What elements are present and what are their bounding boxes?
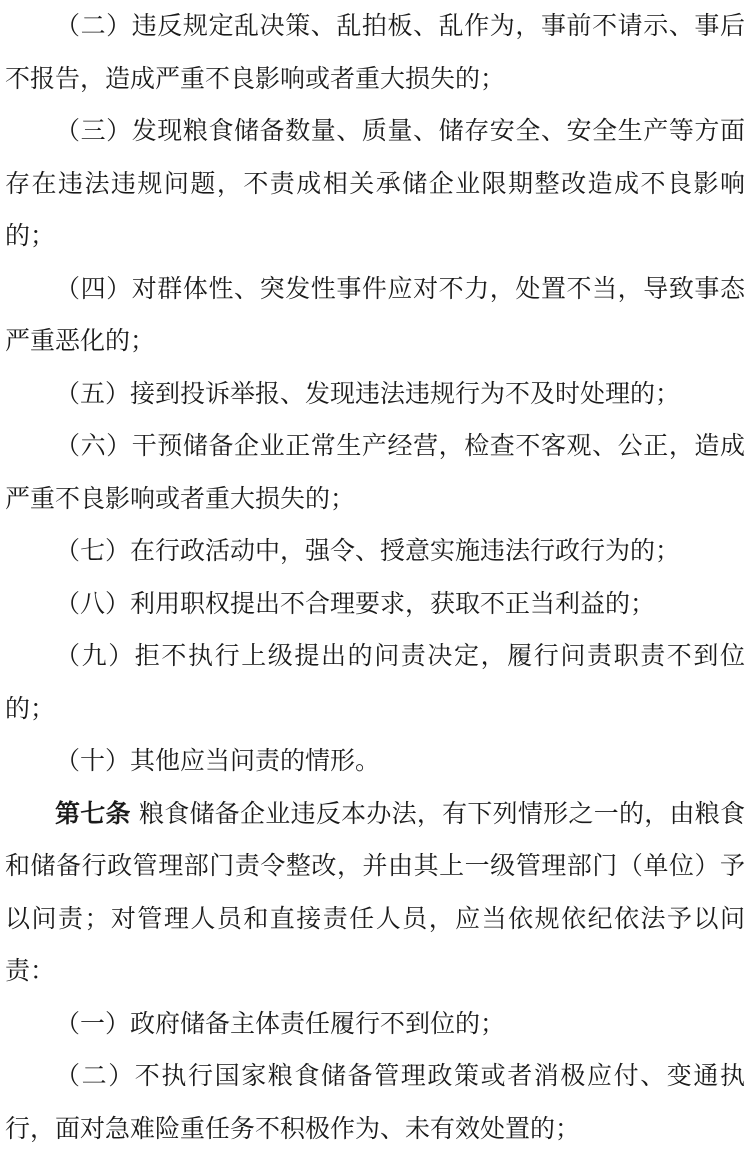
clause-item-3: （三）发现粮食储备数量、质量、储存安全、安全生产等方面存在违法违规问题，不责成相关承储企业限期整改造成不良影响的； <box>5 116 745 250</box>
clause-item-5: （五）接到投诉举报、发现违法违规行为不及时处理的； <box>55 378 681 408</box>
article-7-paragraph <box>5 788 745 998</box>
clause-item-8: （八）利用职权提出不合理要求，获取不正当利益的； <box>55 588 656 618</box>
article-7-item-2: （二）不执行国家粮食储备管理政策或者消极应付、变通执行，面对急难险重任务不积极作为、未有效处置的； <box>5 1061 745 1143</box>
clause-item-9: （九）拒不执行上级提出的问责决定，履行问责职责不到位的； <box>5 641 745 723</box>
clause-item-4: （四）对群体性、突发性事件应对不力，处置不当，导致事态严重恶化的； <box>5 273 745 355</box>
article-7-heading: 第七条 <box>55 798 131 828</box>
clause-item-6: （六）干预储备企业正常生产经营，检查不客观、公正，造成严重不良影响或者重大损失的； <box>5 431 745 513</box>
clause-item-2: （二）违反规定乱决策、乱拍板、乱作为，事前不请示、事后不报告，造成严重不良影响或者重大损失的； <box>5 11 745 93</box>
article-7-text: 粮食储备企业违反本办法，有下列情形之一的，由粮食和储备行政管理部门责令整改，并由其上一级管理部门（单位）予以问责；对管理人员和直接责任人员，应当依规依纪依法予以问责： <box>5 798 745 985</box>
clause-item-7: （七）在行政活动中，强令、授意实施违法行政行为的； <box>55 536 681 565</box>
article-7-item-1: （一）政府储备主体责任履行不到位的； <box>55 1008 506 1038</box>
clause-item-10: （十）其他应当问责的情形。 <box>55 746 381 775</box>
